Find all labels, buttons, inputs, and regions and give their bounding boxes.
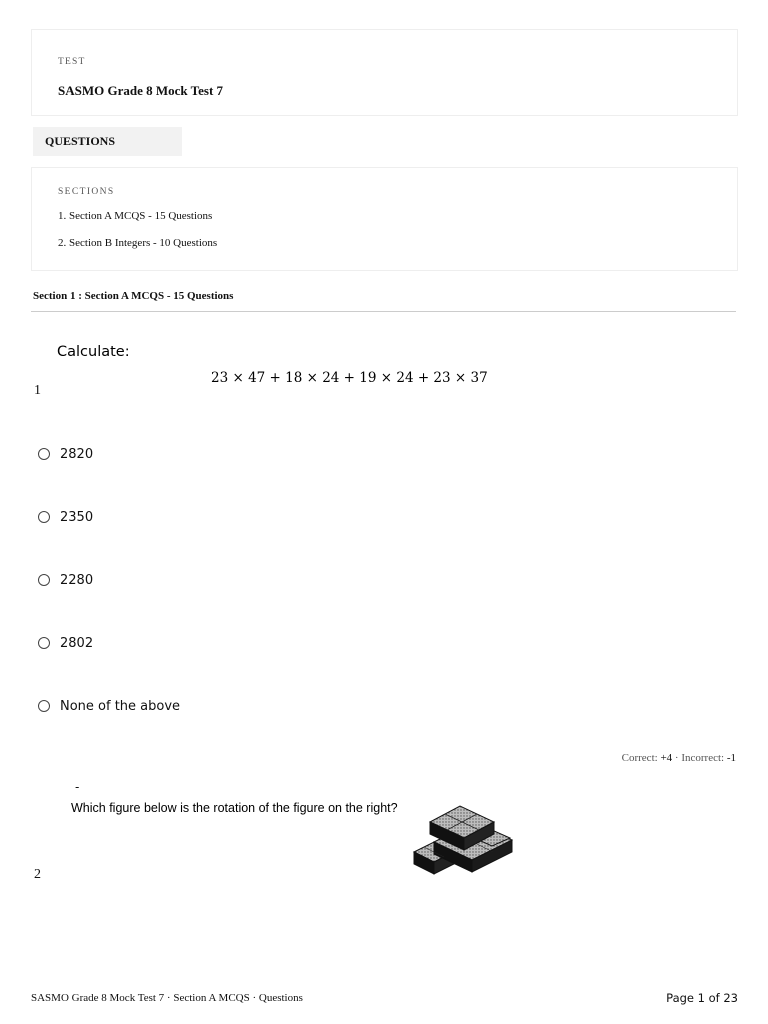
tab-questions-label: QUESTIONS	[45, 134, 116, 148]
question-1-option-a[interactable]	[38, 446, 93, 462]
incorrect-value: -1	[726, 752, 736, 764]
question-2-dash: -	[75, 780, 80, 794]
test-title: SASMO Grade 8 Mock Test 7	[58, 83, 224, 98]
question-1-number: 1	[34, 383, 41, 398]
question-1-option-d[interactable]	[38, 635, 93, 651]
question-2-number: 2	[34, 867, 41, 882]
radio-button[interactable]	[38, 574, 50, 586]
option-text: 2820	[60, 446, 94, 462]
footer-page-number: Page 1 of 23	[666, 991, 738, 1005]
section-link-1[interactable]: 1. Section A MCQS - 15 Questions	[58, 210, 213, 222]
radio-button[interactable]	[38, 700, 50, 712]
option-text: None of the above	[60, 698, 181, 714]
option-text: 2802	[60, 635, 94, 651]
correct-label: Correct:	[621, 752, 658, 764]
question-2-prompt: Which figure below is the rotation of the figure on the right?	[71, 801, 398, 815]
radio-button[interactable]	[38, 448, 50, 460]
incorrect-label: Incorrect:	[681, 752, 725, 764]
test-card	[31, 29, 738, 116]
sections-card	[31, 167, 738, 271]
question-1-prompt: Calculate:	[57, 344, 130, 360]
question-1-option-e[interactable]	[38, 698, 180, 714]
question-1-option-c[interactable]	[38, 572, 93, 588]
section-divider	[31, 311, 736, 312]
sections-label: SECTIONS	[58, 187, 115, 197]
cube-figure-image	[412, 800, 516, 878]
correct-value: +4	[660, 752, 673, 764]
option-text: 2350	[60, 509, 94, 525]
question-1-option-b[interactable]	[38, 509, 93, 525]
tab-questions[interactable]	[33, 127, 182, 156]
radio-button[interactable]	[38, 511, 50, 523]
radio-button[interactable]	[38, 637, 50, 649]
question-1-marks	[622, 752, 736, 764]
section-heading: Section 1 : Section A MCQS - 15 Questions	[33, 290, 234, 302]
section-link-2[interactable]: 2. Section B Integers - 10 Questions	[58, 237, 218, 249]
marks-separator: ·	[674, 752, 679, 764]
option-text: 2280	[60, 572, 94, 588]
test-label: TEST	[58, 57, 86, 67]
footer-document-title: SASMO Grade 8 Mock Test 7 · Section A MCQS · Questions	[31, 992, 303, 1004]
question-1-expression: 23 × 47 + 18 × 24 + 19 × 24 + 23 × 37	[211, 370, 488, 386]
